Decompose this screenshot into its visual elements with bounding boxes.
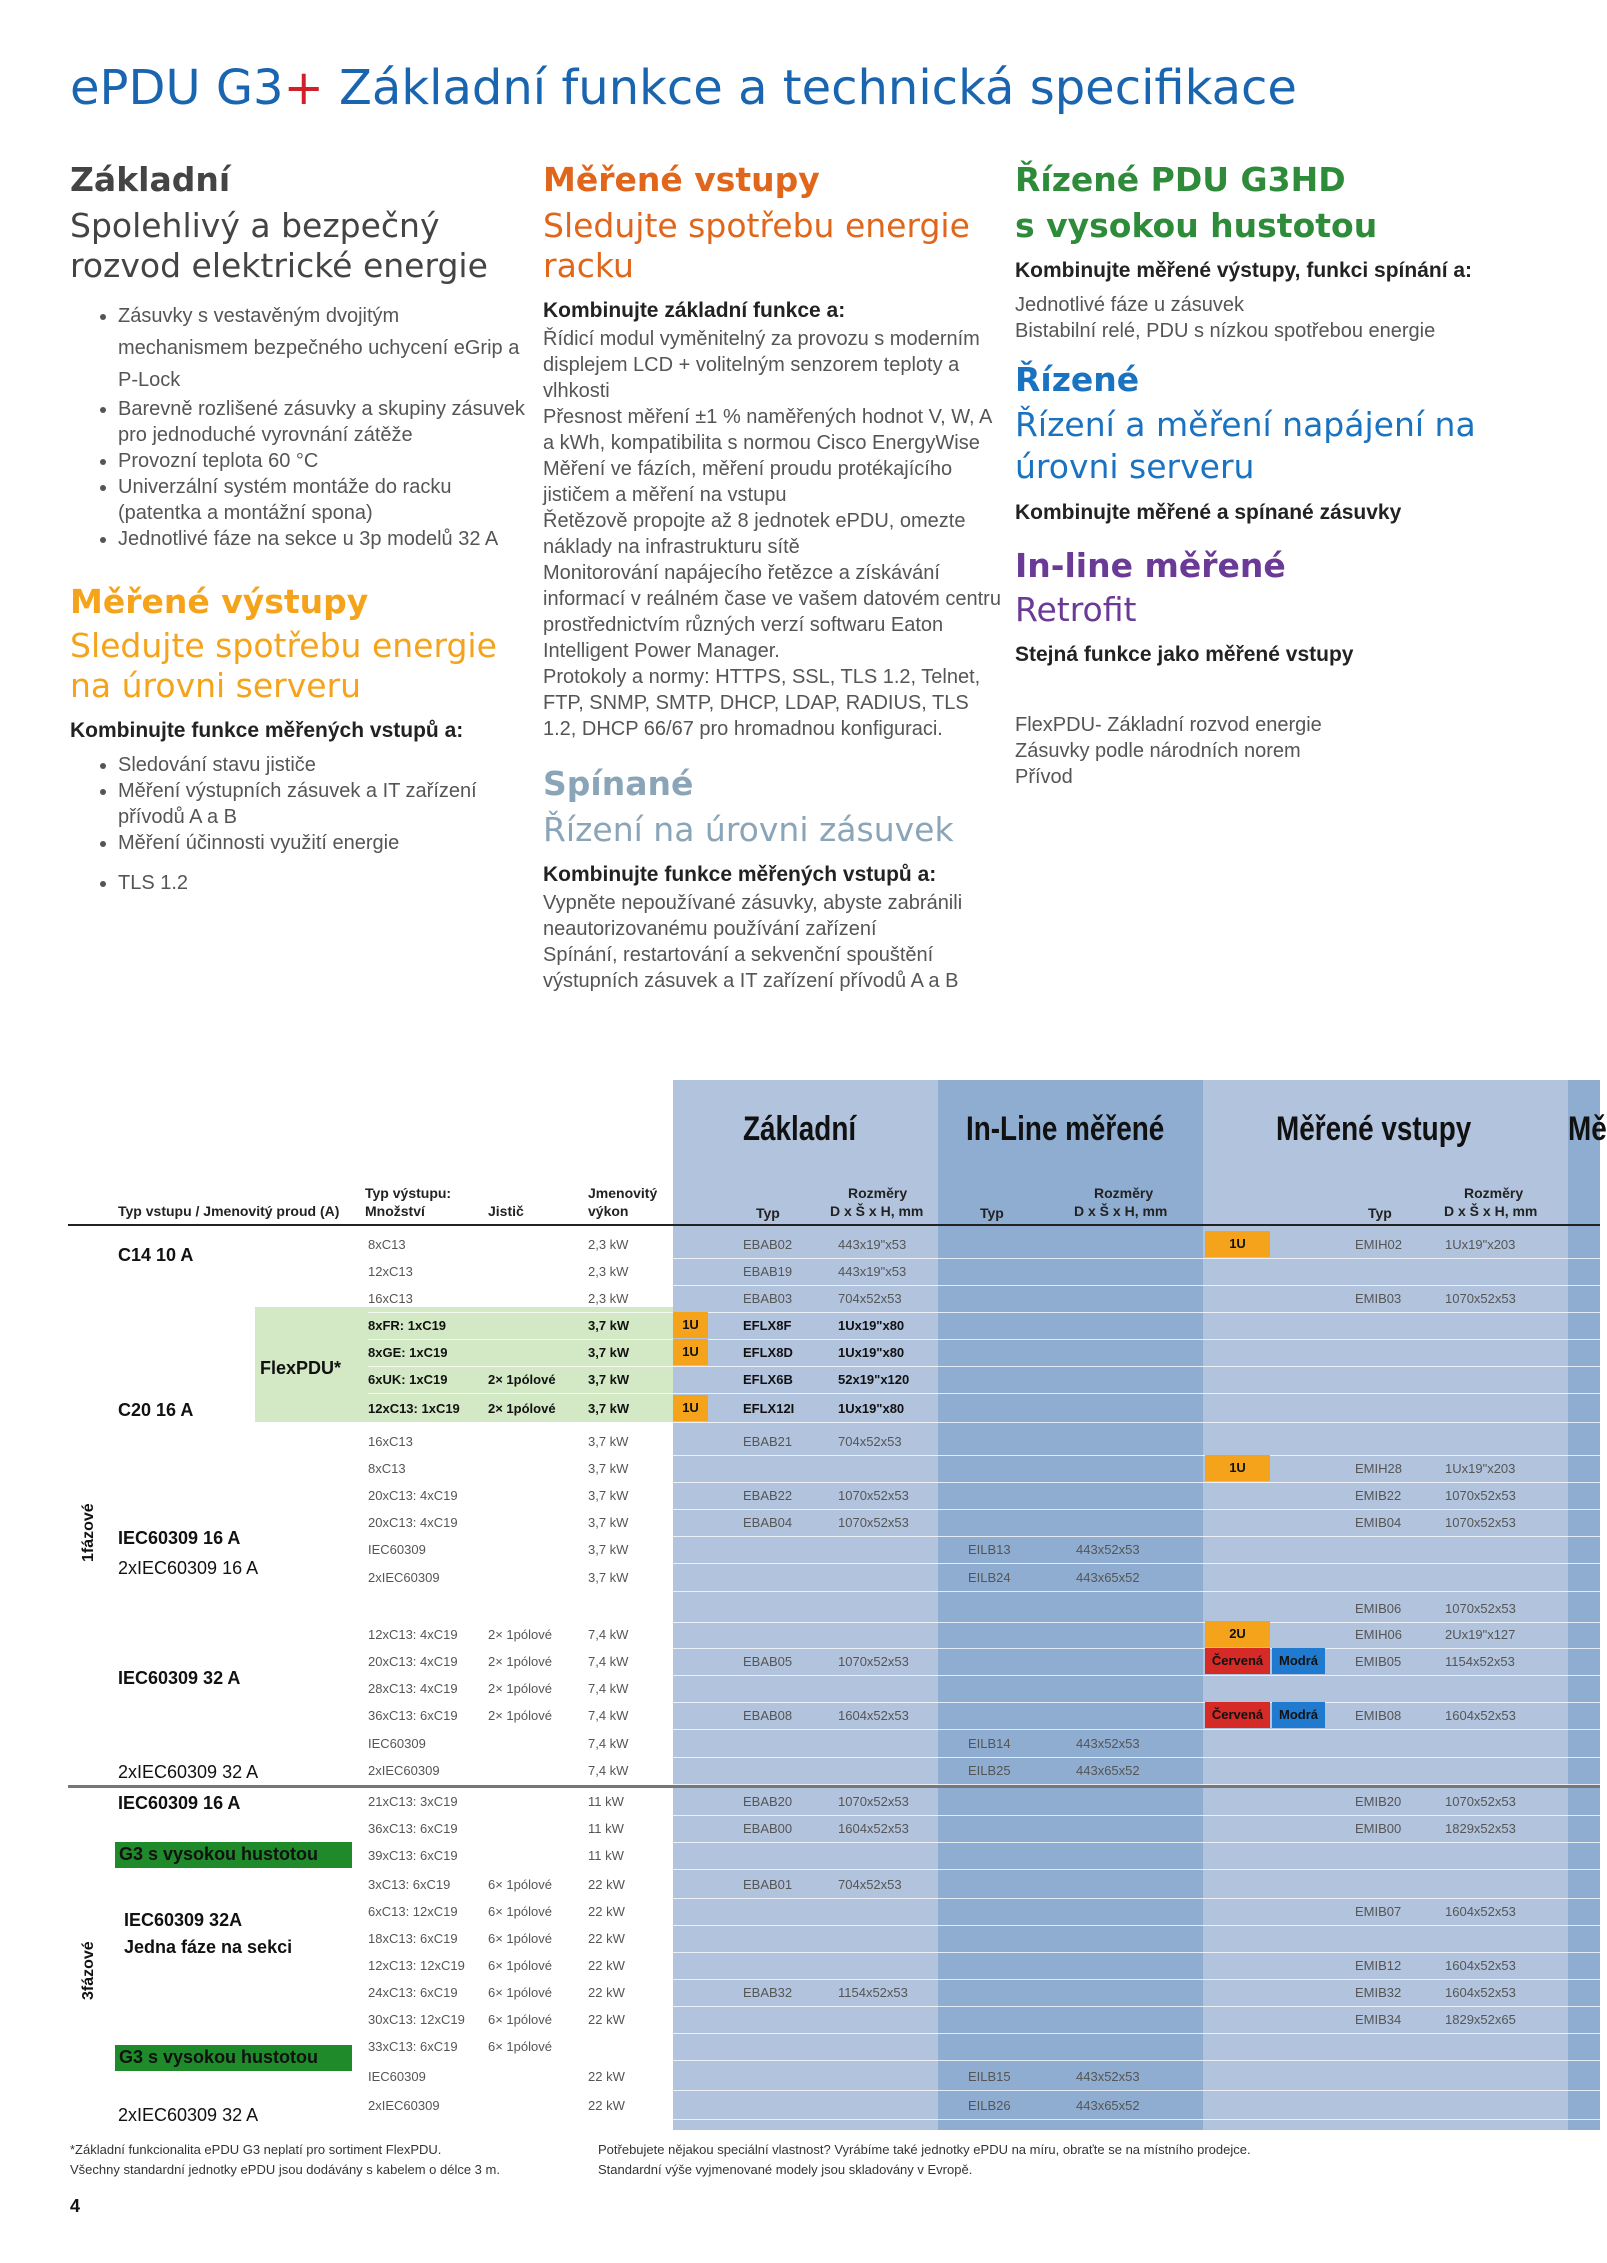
table-cell-t1: EFLX6B <box>743 1372 793 1387</box>
table-cell-pw: 22 kW <box>588 1877 625 1892</box>
metered-inputs-lead: Kombinujte základní funkce a: <box>543 299 846 322</box>
footnote-2: Všechny standardní jednotky ePDU jsou dodávány s kabelem o délce 3 m. <box>70 2162 500 2177</box>
table-cell-br: 6× 1pólové <box>488 1877 552 1892</box>
table-row <box>68 1395 1600 1423</box>
table-row <box>68 1536 1600 1564</box>
table-cell-d3: 1604x52x53 <box>1445 1904 1516 1919</box>
table-cell-d3: 1070x52x53 <box>1445 1488 1516 1503</box>
table-row <box>68 1285 1600 1313</box>
table-row <box>68 1564 1600 1592</box>
footnote-3: Potřebujete nějakou speciální vlastnost? Vyrábíme také jednotky ePDU na míru, obraťte se na místního prodejce. <box>598 2142 1251 2157</box>
table-cell-d3: 1154x52x53 <box>1445 1654 1515 1669</box>
header-breaker: Jistič <box>488 1203 524 1219</box>
table-cell-out: 20xC13: 4xC19 <box>368 1515 458 1530</box>
inline-lead: Stejná funkce jako měřené vstupy <box>1015 643 1354 666</box>
metered-outlets-heading: Měřené výstupy <box>70 582 369 621</box>
table-cell-out: 2xIEC60309 <box>368 2098 440 2113</box>
table-cell-d1: 1070x52x53 <box>838 1654 909 1669</box>
table-cell-out: 30xC13: 12xC19 <box>368 2012 465 2027</box>
table-cell-out: 12xC13: 4xC19 <box>368 1627 458 1642</box>
table-cell-d3: 1070x52x53 <box>1445 1515 1516 1530</box>
table-cell-d1: 704x52x53 <box>838 1291 902 1306</box>
table-cell-d3: 1070x52x53 <box>1445 1601 1516 1616</box>
basic-subheading: Spolehlivý a bezpečný rozvod elektrické energie <box>70 206 488 285</box>
table-row <box>68 1509 1600 1537</box>
table-cell-d1: 443x19"x53 <box>838 1237 907 1252</box>
color-blue-badge: Modrá <box>1272 1648 1325 1674</box>
table-cell-out: 12xC13 <box>368 1264 413 1279</box>
table-cell-out: 18xC13: 6xC19 <box>368 1931 458 1946</box>
table-cell-out: 12xC13: 12xC19 <box>368 1958 465 1973</box>
table-cell-pw: 3,7 kW <box>588 1318 630 1333</box>
paragraph: Spínání, restartování a sekvenční spouštění výstupních zásuvek a IT zařízení přívodů A a B <box>543 944 959 992</box>
table-cell-t3: EMIB07 <box>1355 1904 1402 1919</box>
basic-bullets <box>70 300 530 552</box>
table-cell-out: IEC60309 <box>368 1736 426 1751</box>
header-type: Typ <box>756 1205 780 1221</box>
table-row <box>68 1455 1600 1483</box>
g3hd-heading: Řízené PDU G3HD <box>1015 160 1346 199</box>
table-cell-pw: 11 kW <box>588 1848 624 1863</box>
table-cell-t3: EMIB05 <box>1355 1654 1402 1669</box>
table-cell-br: 2× 1pólové <box>488 1401 556 1416</box>
table-cell-t1: EBAB02 <box>743 1237 793 1252</box>
list-item: • Provozní teplota 60 °C <box>118 448 530 474</box>
table-cell-t3: EMIB08 <box>1355 1708 1402 1723</box>
table-cell-out: 8xC13 <box>368 1237 406 1252</box>
table-cell-out: 12xC13: 1xC19 <box>368 1401 460 1416</box>
table-cell-out: IEC60309 <box>368 1542 426 1557</box>
g3hd-lead: Kombinujte měřené výstupy, funkci spínání a: <box>1015 259 1473 282</box>
table-cell-d2: 443x52x53 <box>1076 1542 1140 1557</box>
table-cell-t3: EMIB12 <box>1355 1958 1402 1973</box>
group-iec32x2-3p: 2xIEC60309 32 A <box>118 2105 259 2125</box>
table-cell-br: 2× 1pólové <box>488 1708 552 1723</box>
g3hd-badge-label: G3 s vysokou hustotou <box>119 2047 319 2067</box>
table-row <box>68 1482 1600 1510</box>
table-cell-d1: 52x19"x120 <box>838 1372 910 1387</box>
footnote-1: *Základní funkcionalita ePDU G3 neplatí pro sortiment FlexPDU. <box>70 2142 442 2157</box>
table-cell-out: IEC60309 <box>368 2069 426 2084</box>
table-cell-t1: EBAB04 <box>743 1515 793 1530</box>
table-cell-t2: EILB15 <box>968 2069 1011 2084</box>
table-cell-br: 6× 1pólové <box>488 1931 552 1946</box>
table-cell-br: 6× 1pólové <box>488 2039 552 2054</box>
table-cell-pw: 22 kW <box>588 2012 625 2027</box>
table-cell-d1: 1070x52x53 <box>838 1794 909 1809</box>
table-cell-br: 2× 1pólové <box>488 1654 552 1669</box>
managed-heading: Řízené <box>1015 360 1140 399</box>
table-row <box>68 1815 1600 1843</box>
table-cell-t1: EBAB01 <box>743 1877 793 1892</box>
table-row <box>68 1871 1600 1899</box>
header-type: Typ <box>980 1205 1004 1221</box>
metered-inputs-subheading: Sledujte spotřebu energie racku <box>543 206 970 285</box>
managed-lead: Kombinujte měřené a spínané zásuvky <box>1015 501 1402 524</box>
switched-lead: Kombinujte funkce měřených vstupů a: <box>543 863 937 886</box>
table-cell-d1: 1Ux19"x80 <box>838 1318 905 1333</box>
table-cell-d3: 1070x52x53 <box>1445 1794 1516 1809</box>
table-cell-br: 6× 1pólové <box>488 1985 552 2000</box>
basic-heading: Základní <box>70 160 231 199</box>
header-power-2: výkon <box>588 1203 629 1219</box>
table-row <box>68 1898 1600 1926</box>
table-cell-out: 36xC13: 6xC19 <box>368 1708 458 1723</box>
table-cell-pw: 3,7 kW <box>588 1542 629 1557</box>
column-basic <box>70 160 530 896</box>
table-row <box>68 1621 1600 1649</box>
table-row <box>68 1428 1600 1456</box>
table-cell-t1: EBAB00 <box>743 1821 793 1836</box>
table-cell-out: 24xC13: 6xC19 <box>368 1985 458 2000</box>
list-item: • Jednotlivé fáze na sekce u 3p modelů 32 A <box>118 526 530 552</box>
color-red-badge: Červená <box>1205 1648 1270 1674</box>
footnote-4: Standardní výše vyjmenované modely jsou skladovány v Evropě. <box>598 2162 973 2177</box>
paragraph: Protokoly a normy: HTTPS, SSL, TLS 1.2, Telnet, FTP, SNMP, SMTP, DHCP, LDAP, RADIUS, TLS 1.2, DHCP 66/67 pro hromadnou konfiguraci. <box>543 666 981 740</box>
table-row <box>68 1648 1600 1676</box>
table-cell-pw: 3,7 kW <box>588 1434 629 1449</box>
table-cell-pw: 22 kW <box>588 1985 625 2000</box>
table-cell-t1: EBAB05 <box>743 1654 793 1669</box>
table-cell-out: 36xC13: 6xC19 <box>368 1821 458 1836</box>
paragraph: Monitorování napájecího řetězce a získávání informací v reálném čase ve vašem datovém centru prostřednictvím různých verzí softwaru Eaton Intelligent Power Manager. <box>543 562 1001 662</box>
table-cell-d1: 1Ux19"x80 <box>838 1401 905 1416</box>
list-item: • Barevně rozlišené zásuvky a skupiny zásuvek pro jednoduché vyrovnání zátěže <box>118 396 530 448</box>
table-cell-br: 2× 1pólové <box>488 1681 552 1696</box>
group-iec32-3p: IEC60309 32A <box>124 1910 243 1930</box>
rack-unit-badge: 2U <box>1205 1621 1270 1647</box>
table-cell-d3: 1829x52x65 <box>1445 2012 1516 2027</box>
table-cell-t3: EMIB03 <box>1355 1291 1402 1306</box>
table-cell-pw: 2,3 kW <box>588 1237 629 1252</box>
table-cell-pw: 22 kW <box>588 1958 625 1973</box>
list-item: • Měření výstupních zásuvek a IT zařízení přívodů A a B <box>118 778 530 830</box>
color-red-badge: Červená <box>1205 1702 1270 1728</box>
list-item: • Měření účinnosti využití energie <box>118 830 530 856</box>
table-cell-pw: 3,7 kW <box>588 1461 629 1476</box>
table-cell-pw: 2,3 kW <box>588 1264 629 1279</box>
paragraph: Přesnost měření ±1 % naměřených hodnot V, W, A a kWh, kompatibilita s normou Cisco EnergyWise <box>543 406 992 454</box>
metered-outlets-bullets <box>70 752 530 896</box>
table-cell-pw: 7,4 kW <box>588 1736 629 1751</box>
metered-outlets-lead: Kombinujte funkce měřených vstupů a: <box>70 719 464 742</box>
table-cell-t2: EILB25 <box>968 1763 1011 1778</box>
managed-subheading: Řízení a měření napájení na úrovni serveru <box>1015 405 1476 486</box>
table-cell-t1: EBAB32 <box>743 1985 793 2000</box>
table-cell-pw: 3,7 kW <box>588 1401 630 1416</box>
table-row <box>68 1675 1600 1703</box>
table-cell-d3: 1070x52x53 <box>1445 1291 1516 1306</box>
header-dims-2: D x Š x H, mm <box>1444 1203 1538 1219</box>
table-cell-d1: 443x19"x53 <box>838 1264 907 1279</box>
phase-3-label: 3fázové <box>80 1941 97 2000</box>
table-cell-t1: EBAB08 <box>743 1708 793 1723</box>
table-row <box>68 1730 1600 1758</box>
table-cell-br: 6× 1pólové <box>488 2012 552 2027</box>
band-title-inline: In-Line měřené <box>966 1110 1165 1148</box>
table-cell-t2: EILB14 <box>968 1736 1011 1751</box>
table-cell-d3: 1604x52x53 <box>1445 1958 1516 1973</box>
table-cell-t1: EBAB19 <box>743 1264 793 1279</box>
table-cell-d3: 1Ux19"x203 <box>1445 1237 1516 1252</box>
list-item: • Univerzální systém montáže do racku (patentka a montážní spona) <box>118 474 530 526</box>
header-power: Jmenovitý <box>588 1185 658 1201</box>
group-iec16-3p: IEC60309 16 A <box>118 1793 241 1813</box>
table-cell-t2: EILB26 <box>968 2098 1011 2113</box>
table-cell-t3: EMIH02 <box>1355 1237 1402 1252</box>
table-cell-t1: EBAB22 <box>743 1488 793 1503</box>
list-item: • TLS 1.2 <box>118 870 530 896</box>
page-title: ePDU G3+ Základní funkce a technická specifikace <box>70 60 1297 116</box>
table-cell-pw: 3,7 kW <box>588 1372 630 1387</box>
table-cell-t3: EMIB20 <box>1355 1794 1402 1809</box>
inline-heading: In-line měřené <box>1015 546 1286 585</box>
paragraph: Bistabilní relé, PDU s nízkou spotřebou energie <box>1015 320 1436 342</box>
table-cell-t3: EMIB34 <box>1355 2012 1402 2027</box>
rack-unit-badge: 1U <box>1205 1231 1270 1257</box>
table-row <box>68 1979 1600 2007</box>
band-title-basic: Základní <box>743 1110 857 1148</box>
table-cell-t1: EFLX8D <box>743 1345 793 1360</box>
row-divider <box>368 2060 1600 2061</box>
paragraph: Vypněte nepoužívané zásuvky, abyste zabránili neautorizovanému používání zařízení <box>543 892 963 940</box>
rack-unit-badge: 1U <box>673 1339 708 1365</box>
table-cell-d3: 1829x52x53 <box>1445 1821 1516 1836</box>
table-cell-pw: 7,4 kW <box>588 1681 629 1696</box>
table-cell-out: 16xC13 <box>368 1291 413 1306</box>
group-iec16x2: 2xIEC60309 16 A <box>118 1558 259 1578</box>
g3hd-badge <box>115 1842 352 1868</box>
group-iec32: IEC60309 32 A <box>118 1668 241 1688</box>
page-number: 4 <box>70 2196 81 2216</box>
table-row <box>68 1595 1600 1623</box>
table-cell-d1: 704x52x53 <box>838 1877 902 1892</box>
table-cell-br: 2× 1pólové <box>488 1627 552 1642</box>
table-row <box>68 1312 1600 1340</box>
table-cell-pw: 11 kW <box>588 1821 624 1836</box>
header-output: Typ výstupu: <box>365 1185 452 1201</box>
table-cell-d1: 1604x52x53 <box>838 1708 909 1723</box>
paragraph: Řetězově propojte až 8 jednotek ePDU, omezte náklady na infrastrukturu sítě <box>543 510 966 558</box>
table-cell-t1: EFLX8F <box>743 1318 792 1333</box>
table-cell-out: 21xC13: 3xC19 <box>368 1794 458 1809</box>
table-cell-out: 20xC13: 4xC19 <box>368 1488 458 1503</box>
table-cell-pw: 7,4 kW <box>588 1708 629 1723</box>
table-cell-pw: 22 kW <box>588 2098 625 2113</box>
phase-1-label: 1fázové <box>80 1503 97 1562</box>
table-cell-out: 39xC13: 6xC19 <box>368 1848 458 1863</box>
table-cell-br: 6× 1pólové <box>488 1958 552 1973</box>
header-dims: Rozměry <box>1464 1185 1524 1201</box>
table-cell-d2: 443x52x53 <box>1076 2069 1140 2084</box>
column-managed <box>1015 160 1485 790</box>
inline-subheading: Retrofit <box>1015 590 1137 629</box>
band-title-metered: Měřené vstupy <box>1276 1110 1472 1148</box>
table-cell-out: 6xC13: 12xC19 <box>368 1904 458 1919</box>
table-cell-pw: 3,7 kW <box>588 1570 629 1585</box>
color-blue-badge: Modrá <box>1272 1702 1325 1728</box>
table-cell-d3: 1Ux19"x203 <box>1445 1461 1516 1476</box>
table-cell-pw: 3,7 kW <box>588 1515 629 1530</box>
table-cell-out: 8xFR: 1xC19 <box>368 1318 447 1333</box>
table-cell-t3: EMIB22 <box>1355 1488 1402 1503</box>
header-dims: Rozměry <box>848 1185 908 1201</box>
table-cell-d3: 2Ux19"x127 <box>1445 1627 1516 1642</box>
header-rule <box>68 1224 1600 1226</box>
header-output-qty: Množství <box>365 1203 425 1219</box>
column-metered-inlet <box>543 160 1003 994</box>
switched-subheading: Řízení na úrovni zásuvek <box>543 810 954 849</box>
table-cell-t1: EFLX12I <box>743 1401 795 1416</box>
table-cell-out: 16xC13 <box>368 1434 413 1449</box>
table-cell-d2: 443x52x53 <box>1076 1736 1140 1751</box>
paragraph: Přívod <box>1015 766 1073 788</box>
table-row <box>68 2006 1600 2034</box>
table-row <box>68 1925 1600 1953</box>
table-cell-pw: 7,4 kW <box>588 1763 629 1778</box>
band-title-next: Mě <box>1568 1110 1607 1148</box>
table-cell-out: 3xC13: 6xC19 <box>368 1877 451 1892</box>
metered-inputs-heading: Měřené vstupy <box>543 160 820 199</box>
list-item: • Sledování stavu jističe <box>118 752 530 778</box>
header-input: Typ vstupu / Jmenovitý proud (A) <box>118 1203 340 1219</box>
paragraph: Řídicí modul vyměnitelný za provozu s moderním displejem LCD + volitelným senzorem teploty a vlhkosti <box>543 328 980 402</box>
table-cell-t1: EBAB21 <box>743 1434 793 1449</box>
table-cell-pw: 22 kW <box>588 2069 625 2084</box>
table-cell-out: 20xC13: 4xC19 <box>368 1654 458 1669</box>
rack-unit-badge: 1U <box>673 1395 708 1421</box>
table-cell-t3: EMIB00 <box>1355 1821 1402 1836</box>
paragraph: Jednotlivé fáze u zásuvek <box>1015 294 1245 316</box>
switched-heading: Spínané <box>543 764 694 803</box>
rack-unit-badge: 1U <box>673 1312 708 1338</box>
product-table <box>68 1080 1607 2150</box>
g3hd-badge-2 <box>115 2045 352 2071</box>
list-item: • Zásuvky s vestavěným dvojitým mechanismem bezpečného uchycení eGrip a P-Lock <box>118 300 530 396</box>
paragraph: Zásuvky podle národních norem <box>1015 740 1301 762</box>
table-cell-t1: EBAB20 <box>743 1794 793 1809</box>
table-cell-t3: EMIB32 <box>1355 1985 1402 2000</box>
table-cell-out: 33xC13: 6xC19 <box>368 2039 458 2054</box>
group-iec32x2: 2xIEC60309 32 A <box>118 1762 259 1782</box>
table-cell-pw: 22 kW <box>588 1931 625 1946</box>
table-cell-pw: 3,7 kW <box>588 1345 630 1360</box>
paragraph: Měření ve fázích, měření proudu protékajícího jističem a měření na vstupu <box>543 458 953 506</box>
table-cell-t3: EMIB06 <box>1355 1601 1402 1616</box>
table-cell-out: 8xC13 <box>368 1461 406 1476</box>
table-cell-br: 2× 1pólové <box>488 1372 556 1387</box>
table-cell-out: 2xIEC60309 <box>368 1763 440 1778</box>
group-c20: C20 16 A <box>118 1400 194 1420</box>
table-cell-pw: 11 kW <box>588 1794 624 1809</box>
table-row <box>68 1952 1600 1980</box>
paragraph: FlexPDU- Základní rozvod energie <box>1015 714 1322 736</box>
table-cell-d1: 1154x52x53 <box>838 1985 908 2000</box>
g3hd-heading-2: s vysokou hustotou <box>1015 206 1378 245</box>
table-cell-t1: EBAB03 <box>743 1291 793 1306</box>
group-c14: C14 10 A <box>118 1245 194 1265</box>
group-iec16: IEC60309 16 A <box>118 1528 241 1548</box>
table-cell-d1: 1070x52x53 <box>838 1515 909 1530</box>
table-row <box>68 1788 1600 1816</box>
header-dims-2: D x Š x H, mm <box>830 1203 924 1219</box>
table-cell-pw: 3,7 kW <box>588 1488 629 1503</box>
header-dims-2: D x Š x H, mm <box>1074 1203 1168 1219</box>
table-cell-br: 6× 1pólové <box>488 1904 552 1919</box>
rack-unit-badge: 1U <box>1205 1455 1270 1481</box>
table-cell-d1: 1070x52x53 <box>838 1488 909 1503</box>
g3hd-badge-label: G3 s vysokou hustotou <box>119 1844 319 1864</box>
table-cell-out: 2xIEC60309 <box>368 1570 440 1585</box>
table-row <box>68 2092 1600 2120</box>
table-cell-t2: EILB13 <box>968 1542 1011 1557</box>
metered-outlets-subheading: Sledujte spotřebu energie na úrovni serveru <box>70 626 497 705</box>
table-cell-pw: 7,4 kW <box>588 1654 629 1669</box>
table-cell-d2: 443x65x52 <box>1076 2098 1140 2113</box>
group-iec32-3p-sub: Jedna fáze na sekci <box>124 1937 293 1957</box>
table-cell-d2: 443x65x52 <box>1076 1763 1140 1778</box>
table-cell-t3: EMIH28 <box>1355 1461 1402 1476</box>
table-row <box>68 1231 1600 1259</box>
table-row <box>68 1757 1600 1785</box>
table-cell-t3: EMIB04 <box>1355 1515 1402 1530</box>
row-divider <box>368 1869 1600 1870</box>
header-dims: Rozměry <box>1094 1185 1154 1201</box>
table-cell-out: 6xUK: 1xC19 <box>368 1372 448 1387</box>
table-cell-t2: EILB24 <box>968 1570 1011 1585</box>
table-cell-pw: 22 kW <box>588 1904 625 1919</box>
table-cell-d2: 443x65x52 <box>1076 1570 1140 1585</box>
table-cell-d1: 1Ux19"x80 <box>838 1345 905 1360</box>
table-row <box>68 1258 1600 1286</box>
table-cell-t3: EMIH06 <box>1355 1627 1402 1642</box>
table-cell-d3: 1604x52x53 <box>1445 1708 1516 1723</box>
table-cell-pw: 7,4 kW <box>588 1627 629 1642</box>
group-flexpdu: FlexPDU* <box>260 1358 342 1378</box>
table-cell-out: 28xC13: 4xC19 <box>368 1681 458 1696</box>
table-cell-out: 8xGE: 1xC19 <box>368 1345 448 1360</box>
table-row <box>68 1702 1600 1730</box>
table-cell-pw: 2,3 kW <box>588 1291 629 1306</box>
table-cell-d1: 704x52x53 <box>838 1434 902 1449</box>
table-cell-d3: 1604x52x53 <box>1445 1985 1516 2000</box>
table-cell-d1: 1604x52x53 <box>838 1821 909 1836</box>
header-type: Typ <box>1368 1205 1392 1221</box>
